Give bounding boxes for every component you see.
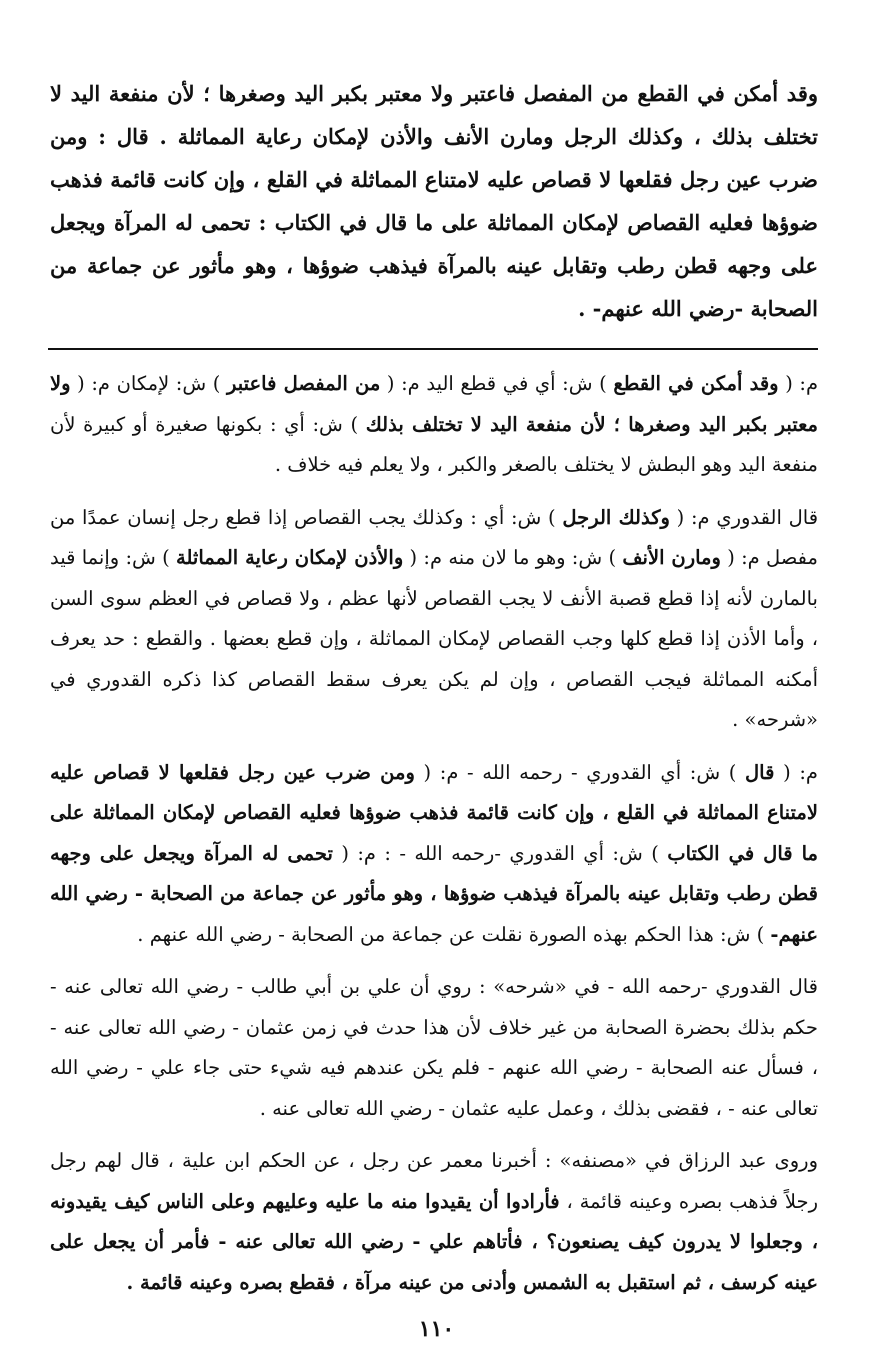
quoted-text: فأرادوا أن يقيدوا منه ما عليه وعليهم وعلى الناس كيف يقيدونه ، وجعلوا لا يدرون كيف يصنعون؟ ، فأتاهم علي - رضي الله تعالى عنه - فأمر أن يجعل على عينه كرسف ، ثم استقبل به الشمس وأدنى من عينه مرآة ، فقطع بصره وعينه قائمة . — [50, 1189, 818, 1294]
commentary-text: ) ش: وإنما قيد بالمارن لأنه إذا قطع قصبة الأنف لا يجب القصاص لأنها عظم ، ولا قصاص في العظم سوى السن ، وأما الأذن إذا قطع كلها وجب القصاص لإمكان المماثلة ، وإن قطع بعضها . والقطع : حد يعرف أمكنه المماثلة فيجب القصاص ، وإن لم يكن يعرف سقط القصاص كذا ذكره القدوري في «شرحه» . — [50, 546, 818, 731]
page-number: ١١٠ — [418, 1316, 455, 1342]
commentary-text: م: ( — [783, 760, 818, 784]
commentary-text: ) ش: أي في قطع اليد م: ( — [386, 372, 607, 395]
quoted-text: من المفصل فاعتبر — [227, 372, 381, 395]
quoted-text: وقد أمكن في القطع — [613, 372, 779, 395]
commentary-paragraph-1 — [50, 364, 818, 486]
commentary-text: ) ش: وهو ما لان منه م: ( — [409, 546, 617, 569]
commentary-paragraph-2 — [50, 498, 818, 741]
quoted-text: قال — [745, 760, 775, 784]
quoted-text: والأذن لإمكان رعاية المماثلة — [176, 546, 404, 569]
commentary-text: ) ش: أي القدوري - رحمه الله - م: ( — [423, 760, 737, 784]
commentary-text: وروى عبد الرزاق في «مصنفه» : أخبرنا معمر عن رجل ، عن الحكم ابن علية ، قال لهم رجل رجلاً فذهب بصره وعينه قائمة ، — [50, 1149, 819, 1213]
commentary-paragraph-4: قال القدوري -رحمه الله - في «شرحه» : روي أن علي بن أبي طالب - رضي الله تعالى عنه - حكم بذلك بحضرة الصحابة من غير خلاف لأن هذا حدث في زمن عثمان - رضي الله تعالى عنه - ، فسأل عنه الصحابة - رضي الله عنهم - فلم يكن عندهم فيه شيء حتى جاء علي - رضي الله تعالى عنه - ، فقضى بذلك ، وعمل عليه عثمان - رضي الله تعالى عنه . — [50, 975, 818, 1120]
section-divider — [48, 348, 818, 350]
quoted-text: تحمى له المرآة ويجعل على وجهه قطن رطب وتقابل عينه بالمرآة فيذهب ضوؤها ، وهو مأثور عن جماعة من الصحابة - رضي الله عنهم- — [50, 841, 818, 946]
commentary-text: ) ش: هذا الحكم بهذه الصورة نقلت عن جماعة من الصحابة - رضي الله عنهم . — [137, 922, 765, 946]
commentary-text: ) ش: أي : وكذلك يجب القصاص إذا قطع رجل إنسان عمدًا من مفصل م: ( — [50, 505, 818, 569]
commentary-paragraph-5 — [50, 1141, 818, 1303]
commentary-text: م: ( — [785, 372, 819, 395]
commentary-text: ) ش: لإمكان م: ( — [77, 372, 221, 395]
quoted-text: ولا معتبر بكبر اليد وصغرها ؛ لأن منفعة اليد لا تختلف بذلك — [50, 372, 818, 436]
commentary-text: ) ش: أي القدوري -رحمه الله - : م: ( — [341, 841, 659, 865]
quoted-text: ومن ضرب عين رجل فقلعها لا قصاص عليه لامتناع المماثلة في القلع ، وإن كانت قائمة فذهب ضوؤها فعليه القصاص لإمكان المماثلة على ما قال في الكتاب — [50, 760, 818, 865]
commentary-text: قال القدوري م: ( — [676, 505, 819, 529]
main-text: وقد أمكن في القطع من المفصل فاعتبر ولا معتبر بكبر اليد وصغرها ؛ لأن منفعة اليد لا تختلف بذلك ، وكذلك الرجل ومارن الأنف والأذن لإمكان رعاية المماثلة . قال : ومن ضرب عين رجل فقلعها لا قصاص عليه لامتناع المماثلة في القلع ، وإن كانت قائمة فذهب ضوؤها فعليه القصاص لإمكان المماثلة على ما قال في الكتاب : تحمى له المرآة ويجعل على وجهه قطن رطب وتقابل عينه بالمرآة فيذهب ضوؤها ، وهو مأثور عن جماعة من الصحابة -رضي الله عنهم- . — [50, 81, 818, 321]
quoted-text: وكذلك الرجل — [562, 505, 670, 529]
commentary-text: ) ش: أي : بكونها صغيرة أو كبيرة لأن منفعة اليد وهو البطش لا يختلف بالصغر والكبر ، ولا يعلم فيه خلاف . — [50, 412, 818, 476]
quoted-text: ومارن الأنف — [622, 546, 721, 569]
commentary-paragraph-3 — [50, 753, 818, 956]
